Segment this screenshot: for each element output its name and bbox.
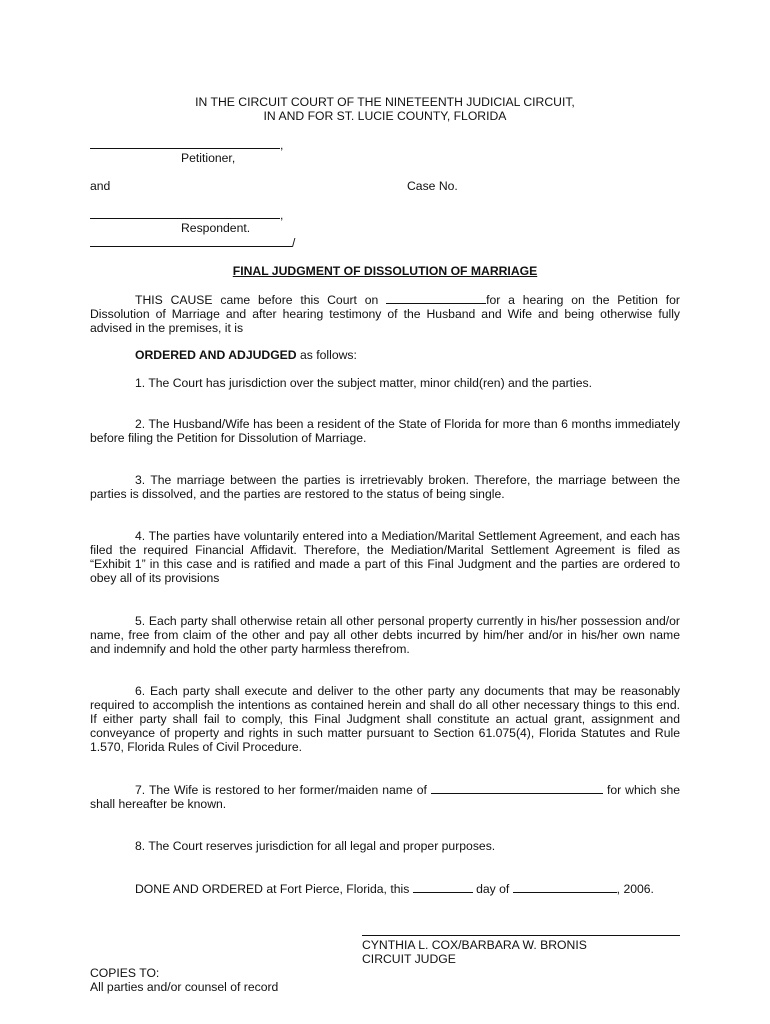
paragraph-6: 6. Each party shall execute and deliver to the other party any documents that may be reasonably required to accomplish the intentions as contained herein and shall do all other necessary things to this end. If either party shall fail to comply, this Final Judgment shall constitute an actual grant, assignment and conveyance of property and rights in such matter pursuant to Section 61.075(4), Florida Statutes and Rule 1.570, Florida Rules of Civil Procedure. bbox=[90, 684, 680, 754]
copies-label: COPIES TO: bbox=[90, 966, 160, 980]
ordered-line bbox=[135, 348, 357, 362]
maiden-name-blank bbox=[431, 782, 603, 794]
done-month-blank bbox=[513, 881, 617, 893]
judge-title: CIRCUIT JUDGE bbox=[362, 952, 456, 966]
paragraph-7-part-2: for which she shall hereafter be known. bbox=[90, 783, 681, 811]
caption-close-line bbox=[90, 235, 295, 250]
paragraph-3: 3. The marriage between the parties is irretrievably broken. Therefore, the marriage between the parties is dissolved, and the parties are restored to the status of being single. bbox=[90, 473, 680, 501]
paragraph-5: 5. Each party shall otherwise retain all other personal property currently in his/her possession and/or name, free from claim of the other and pay all other debts incurred by him/her and/or in his/her own name and indemnify and hold the other party harmless therefrom. bbox=[90, 614, 680, 656]
intro-paragraph bbox=[90, 292, 680, 335]
respondent-label: Respondent. bbox=[181, 221, 251, 235]
paragraph-7-part-1: 7. The Wife is restored to her former/maiden name of bbox=[135, 783, 427, 797]
document-title-wrap bbox=[90, 264, 680, 278]
petitioner-label: Petitioner, bbox=[181, 151, 236, 165]
hearing-date-blank bbox=[386, 292, 486, 304]
petitioner-comma: , bbox=[280, 138, 284, 152]
ordered-rest: as follows: bbox=[296, 348, 357, 362]
done-part-3: , 2006. bbox=[616, 882, 654, 896]
document-title: FINAL JUDGMENT OF DISSOLUTION OF MARRIAGE bbox=[232, 264, 538, 278]
copies-block bbox=[90, 966, 278, 994]
ordered-bold: ORDERED AND ADJUDGED bbox=[135, 348, 297, 362]
signature-line bbox=[362, 935, 680, 936]
paragraph-4: 4. The parties have voluntarily entered into a Mediation/Marital Settlement Agreement, and each has filed the required Financial Affidavit. Therefore, the Mediation/Marital Settlement Agreement is filed as “Exhibit 1” in this case and is ratified and made a part of this Final Judgment and the parties are ordered to obey all of its provisions bbox=[90, 529, 680, 585]
court-header bbox=[90, 95, 680, 123]
paragraph-2: 2. The Husband/Wife has been a resident of the State of Florida for more than 6 months immediately before filing the Petition for Dissolution of Marriage. bbox=[90, 417, 680, 445]
paragraph-1: 1. The Court has jurisdiction over the subject matter, minor child(ren) and the parties. bbox=[135, 376, 593, 390]
done-part-1: DONE AND ORDERED at Fort Pierce, Florida, this bbox=[135, 882, 410, 896]
respondent-line bbox=[90, 207, 283, 222]
petitioner-line bbox=[90, 137, 283, 152]
done-day-blank bbox=[413, 881, 473, 893]
judge-name: CYNTHIA L. COX/BARBARA W. BRONIS bbox=[362, 938, 587, 952]
intro-part-1: THIS CAUSE came before this Court on bbox=[135, 293, 379, 307]
copies-text: All parties and/or counsel of record bbox=[90, 980, 279, 994]
court-line-2: IN AND FOR ST. LUCIE COUNTY, FLORIDA bbox=[263, 109, 507, 123]
respondent-blank bbox=[90, 207, 280, 219]
intro-part-2: for a hearing on the Petition for Dissolution of Marriage and after hearing testimony of the Husband and Wife and being otherwise fully advised in the premises, it is bbox=[90, 293, 680, 335]
and-label: and bbox=[90, 179, 111, 193]
paragraph-7 bbox=[90, 782, 680, 811]
court-line-1: IN THE CIRCUIT COURT OF THE NINETEENTH JUDICIAL CIRCUIT, bbox=[195, 95, 575, 109]
paragraph-8: 8. The Court reserves jurisdiction for all legal and proper purposes. bbox=[135, 839, 496, 853]
caption-close-blank bbox=[90, 235, 292, 247]
caption-slash: / bbox=[292, 236, 296, 250]
done-ordered-line bbox=[135, 881, 654, 896]
signature-block bbox=[362, 938, 587, 966]
done-part-2: day of bbox=[476, 882, 510, 896]
case-no-label: Case No. bbox=[407, 179, 458, 193]
petitioner-blank bbox=[90, 137, 280, 149]
respondent-comma: , bbox=[280, 208, 284, 222]
